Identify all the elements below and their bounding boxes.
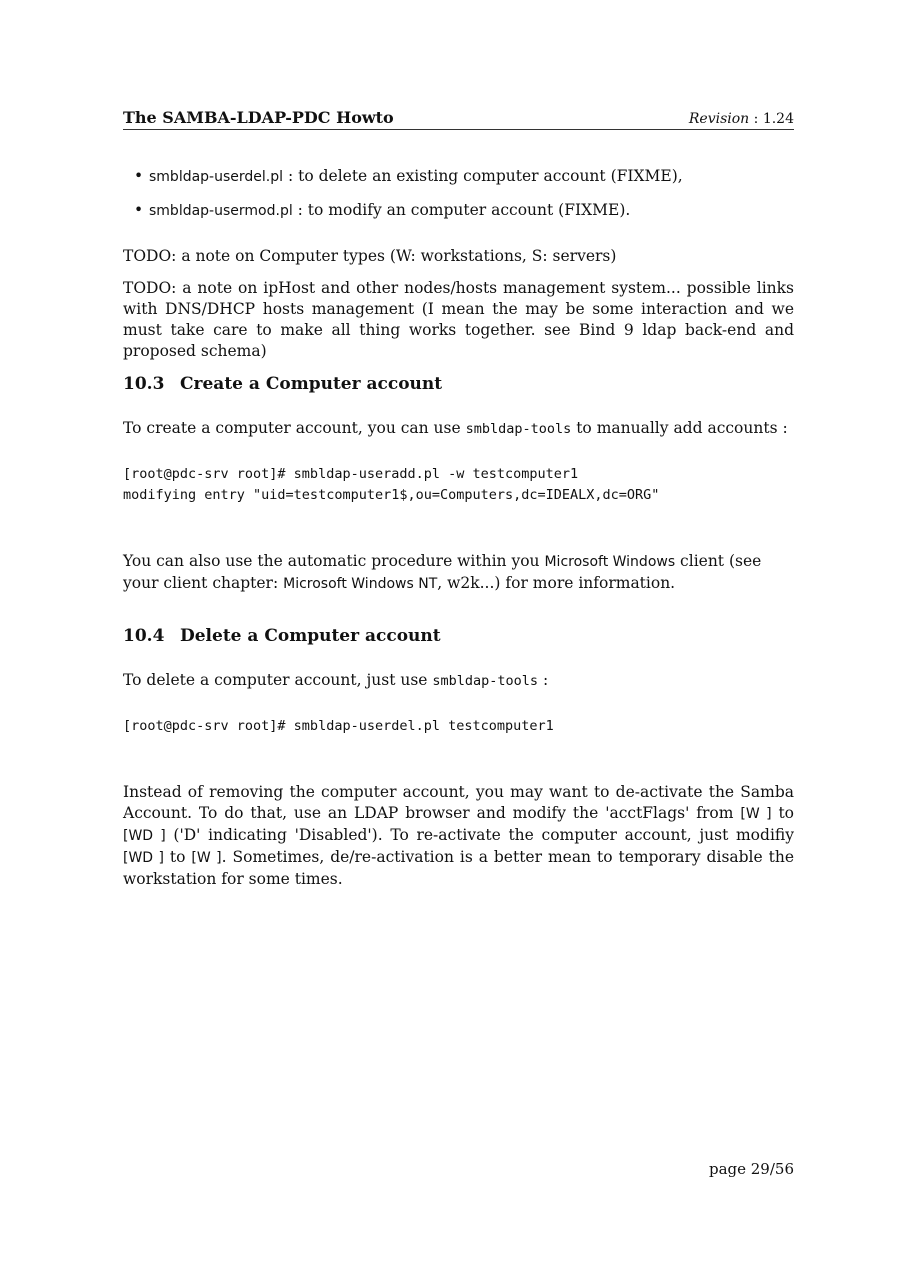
text-run: ('D' indicating 'Disabled'). To re-activate the computer account, just modifiy [165, 826, 794, 844]
section-heading-10-4 [123, 626, 794, 646]
text-run: client (see your client chapter: [123, 552, 762, 592]
running-header [123, 108, 794, 130]
code-line: [root@pdc-srv root]# smbldap-useradd.pl -w testcomputer1 [123, 466, 579, 482]
flag-value: [WD ] [123, 828, 166, 844]
inline-code: smbldap-tools [465, 421, 572, 437]
product-name: Microsoft Windows NT [283, 576, 438, 592]
revision-value: : 1.24 [753, 111, 794, 127]
text-run: Instead of removing the computer account, you may want to de-activate the Samba Account. To do that, use an LDAP browser and modify the 'acctFlags' from [123, 783, 794, 822]
revision-label: Revision [688, 111, 750, 127]
todo-iphost: TODO: a note on ipHost and other nodes/hosts management system... possible links with DNS/DHCP hosts management (I mean the may be some interaction and we must take care to make all thing works together. see Bind 9 ldap back-end and proposed schema) [123, 279, 794, 360]
text-run: To create a computer account, you can use [123, 419, 466, 437]
text-run: To delete a computer account, just use [123, 671, 433, 689]
page-number: page 29/56 [708, 1160, 794, 1178]
code-line: [root@pdc-srv root]# smbldap-userdel.pl testcomputer1 [123, 718, 554, 734]
text-run: to manually add accounts : [571, 419, 788, 437]
list-item [134, 166, 789, 188]
revision-info [689, 111, 794, 127]
list-item [134, 200, 789, 222]
delete-intro [123, 670, 794, 692]
automatic-procedure-paragraph [123, 551, 794, 595]
section-title: Delete a Computer account [180, 626, 441, 646]
product-name: Microsoft Windows [544, 554, 676, 570]
section-title: Create a Computer account [180, 374, 443, 394]
text-run: . Sometimes, de/re-activation is a better mean to temporary disable the workstation for some times. [123, 848, 795, 888]
text-run: to [771, 804, 794, 822]
text-run: , w2k...) for more information. [437, 574, 676, 592]
bullet-icon: • [134, 167, 144, 185]
command-name: smbldap-usermod.pl [149, 203, 293, 219]
section-number: 10.4 [123, 626, 165, 646]
text-run: : [538, 671, 549, 689]
inline-code: smbldap-tools [432, 673, 539, 689]
flag-value: [W ] [740, 806, 772, 822]
text-run: to [164, 848, 192, 866]
command-name: smbldap-userdel.pl [149, 169, 284, 185]
text-run: You can also use the automatic procedure within you [123, 552, 545, 570]
code-block-create [123, 464, 794, 506]
create-intro [123, 418, 794, 440]
command-description: : to modify an computer account (FIXME). [297, 201, 631, 219]
bullet-icon: • [134, 201, 144, 219]
section-heading-10-3 [123, 374, 794, 394]
todo-computer-types: TODO: a note on Computer types (W: workstations, S: servers) [123, 247, 617, 265]
flag-value: [WD ] [123, 850, 164, 866]
document-title: The SAMBA-LDAP-PDC Howto [123, 108, 394, 127]
command-description: : to delete an existing computer account (FIXME), [287, 167, 683, 185]
code-block-delete [123, 716, 794, 737]
section-number: 10.3 [123, 374, 165, 394]
code-line: modifying entry "uid=testcomputer1$,ou=Computers,dc=IDEALX,dc=ORG" [123, 487, 660, 503]
flag-value: [W ] [191, 850, 222, 866]
deactivate-paragraph [123, 782, 794, 890]
